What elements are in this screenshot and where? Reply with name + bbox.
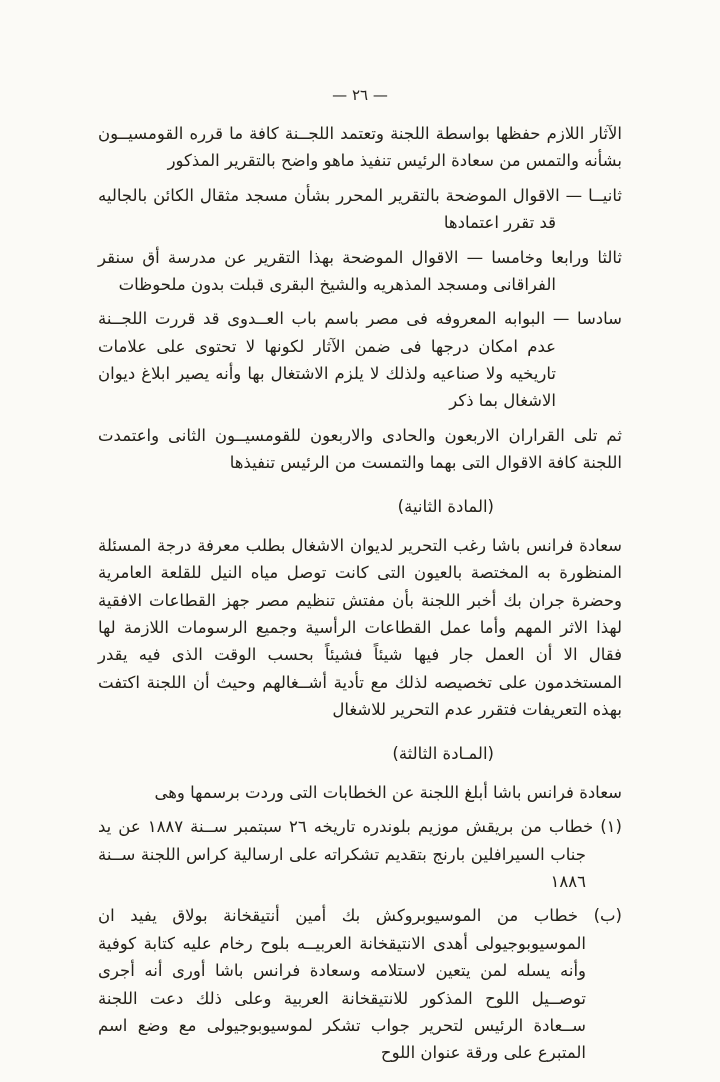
section-heading-article-two: (المادة الثانية) xyxy=(397,496,494,516)
clause-second: ثانيــا — الاقوال الموضحة بالتقرير المحرر بشأن مسجد مثقال الكائن بالجاليه قد تقرر اعتمادها xyxy=(98,185,622,233)
list-item-letter-two: (ب) خطاب من الموسيوبروكش بك أمين أنتيقخانة بولاق يفيد ان الموسيوبوجيولى أهدى الانتيقخانة العربيــه بلوح رخام عليه كتابة كوفية وأنه يسله لمن يتعين لاستلامه وسعادة فرانس باشا أورى أنه أجرى توصــيل اللوح المذكور للانتيقخانة العربية وعلى ذلك دعت اللجنة ســعادة الرئيس لتحرير جواب تشكر لموسيوبوجيولى مع وضع اسم المتبرع على ورقة عنوان اللوح xyxy=(98,906,622,1063)
section-heading-article-three: (المـادة الثالثة) xyxy=(392,743,494,763)
paragraph-decisions: ثم تلى القراران الاربعون والحادى والاربعون للقومسيــون الثانى واعتمدت اللجنة كافة الاقوال التى بهما والتمست من الرئيس تنفيذها xyxy=(98,425,622,473)
page-number: — ٢٦ — xyxy=(332,86,388,104)
list-item-letter-one: (١) خطاب من بريقش موزيم بلوندره تاريخه ٢٦ سبتمبر ســنة ١٨٨٧ عن يد جناب السيرافلين بارنج بتقديم تشكراته على ارسالية كراس اللجنة ســنة ١٨٨٦ xyxy=(98,817,622,891)
paragraph-article-two-body: سعادة فرانس باشا رغب التحرير لديوان الاشغال بطلب معرفة درجة المسئلة المنظورة به المختصة بالعيون التى كانت توصل مياه النيل للقلعة العامرية وحضرة جران بك أخبر اللجنة بأن مفتش تنظيم مصر جهز القطاعات الافقية لهذا الاثر المهم وأما عمل القطاعات الرأسية وجميع الرسومات اللازمة لها فقال الا أن العمل جار فيها شيئاً فشيئاً بحسب الوقت الذى فيه يقدر المستخدمون على تخصيصه لذلك مع تأدية أشــغالهم وحيث أن اللجنة اكتفت بهذه التعريفات فتقرر عدم التحرير للاشغال xyxy=(98,535,622,720)
paragraph-article-three-intro: سعادة فرانس باشا أبلغ اللجنة عن الخطابات التى وردت برسمها وهى xyxy=(154,782,622,802)
clause-third-fourth-fifth: ثالثا ورابعا وخامسا — الاقوال الموضحة بهذا التقرير عن مدرسة أق سنقر الفراقانى ومسجد المذهريه والشيخ البقرى قبلت بدون ملحوظات xyxy=(98,247,622,294)
document-text-block xyxy=(98,120,622,1074)
clause-sixth: سادسا — البوابه المعروفه فى مصر باسم باب العــدوى قد قررت اللجــنة عدم امكان درجها فى ضمن الآثار لكونها لا تحتوى على علامات تاريخيه ولا صناعيه ولذلك لا يلزم الاشتغال بها وأنه يصير ابلاغ ديوان الاشغال بما ذكر xyxy=(98,309,622,411)
paragraph-continuation: الآثار اللازم حفظها بواسطة اللجنة وتعتمد اللجــنة كافة ما قرره القومسيــون بشأنه والتمس من سعادة الرئيس تنفيذ ماهو واضح بالتقرير المذكور xyxy=(98,124,622,171)
